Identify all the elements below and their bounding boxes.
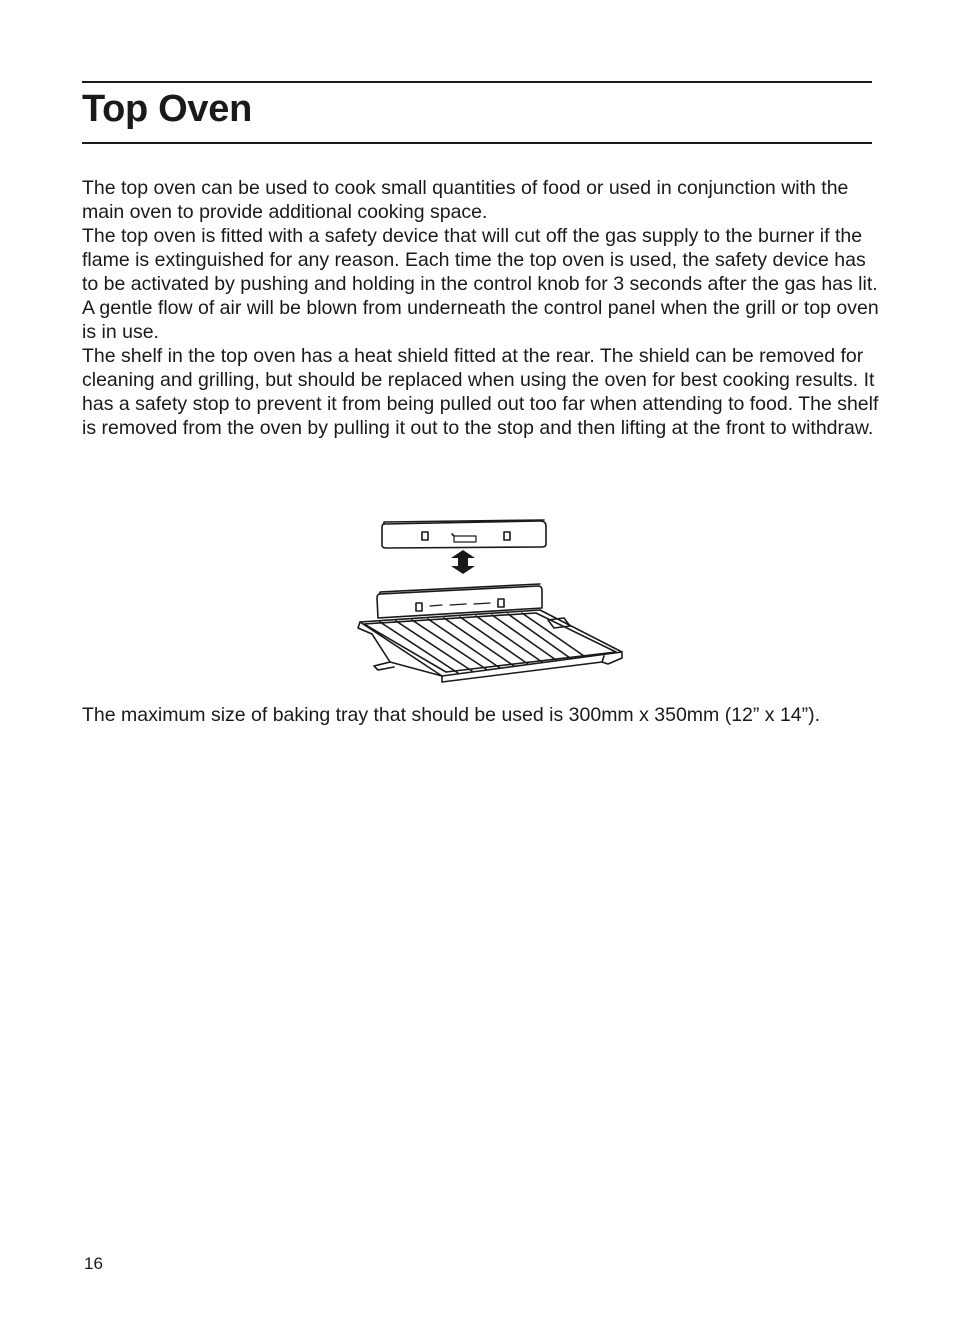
paragraph: The top oven is fitted with a safety device that will cut off the gas supply to the burner if the flame is extinguished for any reason. Each time the top oven is used, the safety device has to be activated by pushing and holding in the control knob for 3 seconds after the gas has lit. — [82, 225, 878, 295]
body-text — [82, 176, 882, 440]
page-number: 16 — [84, 1254, 103, 1273]
paragraph: The top oven can be used to cook small quantities of food or used in conjunction with the main oven to provide additional cooking space. — [82, 177, 849, 223]
top-rule — [82, 81, 872, 83]
shelf-illustration — [350, 512, 630, 684]
paragraph: A gentle flow of air will be blown from underneath the control panel when the grill or top oven is in use. — [82, 297, 879, 343]
heat-shield-icon — [382, 520, 546, 548]
paragraph: The shelf in the top oven has a heat shield fitted at the rear. The shield can be removed for cleaning and grilling, but should be replaced when using the oven for best cooking results. It has a safety stop to prevent it from being pulled out too far when attending to food. The shelf is removed from the oven by pulling it out to the stop and then lifting at the front to withdraw. — [82, 345, 879, 439]
bottom-rule — [82, 142, 872, 144]
page-title: Top Oven — [82, 88, 253, 130]
up-down-arrow-icon — [451, 550, 475, 574]
footnote: The maximum size of baking tray that should be used is 300mm x 350mm (12” x 14”). — [82, 704, 821, 726]
shelf-icon — [358, 584, 622, 682]
